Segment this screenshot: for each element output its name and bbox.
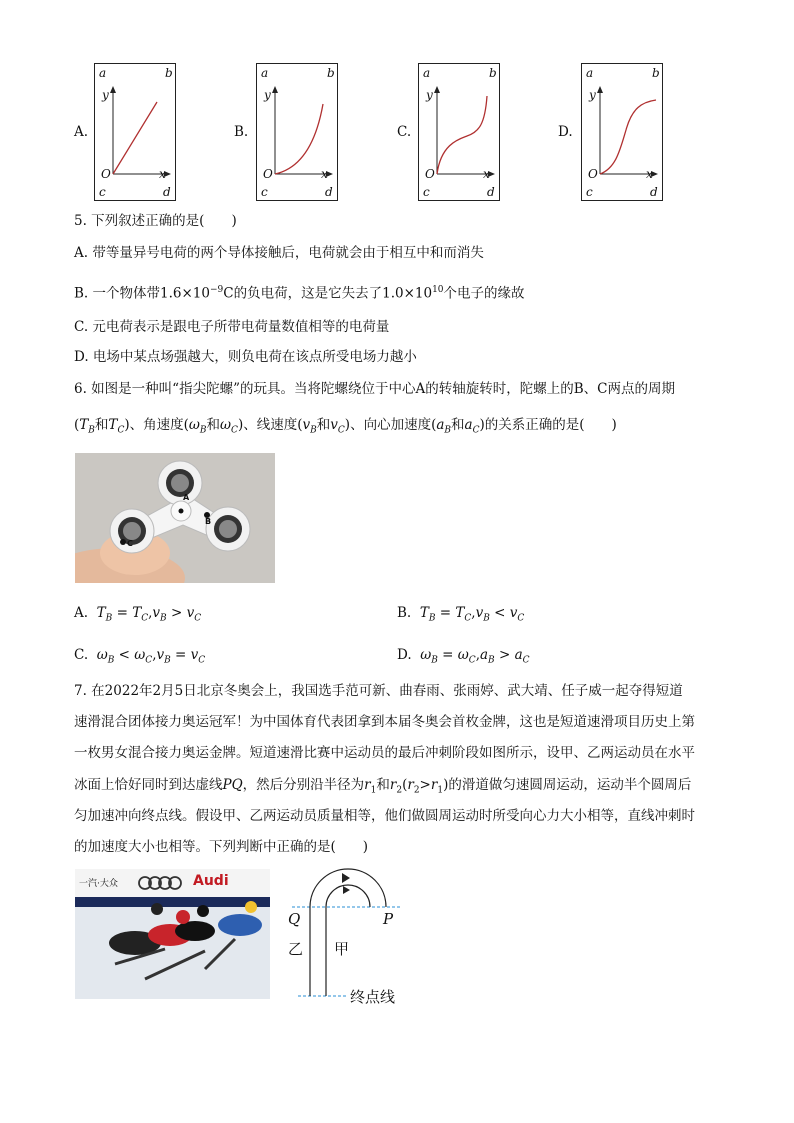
corner-b: b: [165, 66, 173, 80]
q6-option-b-label: B.: [397, 605, 412, 621]
option-label-c: C.: [397, 124, 412, 140]
fidget-spinner-drawing: [75, 453, 275, 583]
corner-c: c: [423, 185, 430, 199]
q6-option-a-label: A.: [74, 605, 89, 621]
corner-a: a: [423, 66, 431, 80]
corner-a: a: [261, 66, 269, 80]
option-label-b: B.: [234, 124, 249, 140]
q6-text-v: 、线速度(: [243, 417, 303, 433]
q6-option-b: B. $T_B = T_C,v_B < v_C$: [397, 605, 525, 624]
q7-line4-post: 的滑道做匀速圆周运动，运动半个圆周后: [448, 777, 692, 793]
graph-b-curve: [275, 104, 323, 174]
label-yi: 乙: [288, 940, 304, 958]
fidget-spinner-photo: [75, 453, 275, 583]
axis-x-label: x: [646, 167, 653, 181]
q7-line5: 匀加速冲向终点线。假设甲、乙两运动员质量相等，他们做圆周运动时所受向心力大小相等，直线冲刺时: [74, 808, 695, 824]
corner-d: d: [650, 185, 658, 199]
label-finish-line: 终点线: [350, 988, 396, 1006]
q5-option-b: [74, 281, 525, 303]
q6-option-c: C. $\omega_B < \omega_C,v_B = v_C$: [74, 647, 206, 666]
corner-b: b: [327, 66, 335, 80]
corner-c: c: [99, 185, 106, 199]
q5-option-d: D. 电场中某点场强越大，则负电荷在该点所受电场力越小: [74, 349, 417, 365]
q5-stem: 5. 下列叙述正确的是( ): [74, 213, 237, 229]
q6-option-d-label: D.: [397, 647, 412, 663]
axis-x-label: x: [159, 167, 166, 181]
spinner-label-a: A: [183, 493, 190, 502]
q6-paren-1: (: [74, 417, 80, 433]
graph-b-plot: [257, 64, 339, 202]
q5-b-num-2: 1.0×10: [382, 285, 433, 302]
q7-line4-mid: ，然后分别沿半径为: [242, 777, 365, 793]
q7-line3: 一枚男女混合接力奥运金牌。短道速滑比赛中运动员的最后冲刺阶段如图所示，设甲、乙两运动员在水平: [74, 745, 695, 761]
q5-b-text-3: 个电子的缘故: [443, 285, 525, 302]
origin-label: O: [425, 167, 435, 181]
q7-line1: 7. 在2022年2月5日北京冬奥会上，我国选手范可新、曲春雨、张雨婷、武大靖、任子威一起夺得短道: [74, 683, 683, 699]
corner-b: b: [652, 66, 660, 80]
graph-a: [94, 63, 176, 201]
q6-text-a: 、向心加速度(: [350, 417, 437, 433]
q5-b-text-2: C的负电荷，这是它失去了: [223, 285, 383, 302]
q5-b-text-1: B. 一个物体带: [74, 285, 161, 302]
graph-a-curve: [113, 102, 157, 174]
q6-text-omega: 、角速度(: [129, 417, 189, 433]
lane-jia-path: [310, 869, 386, 996]
graph-d-curve: [600, 100, 656, 174]
corner-c: c: [586, 185, 593, 199]
axis-x-label: x: [483, 167, 490, 181]
axis-y-label: y: [589, 88, 596, 102]
q6-text-end: 的关系正确的是( ): [484, 417, 617, 433]
q6-option-c-label: C.: [74, 647, 89, 663]
q6-option-a: A. $T_B = T_C,v_B > v_C$: [74, 605, 202, 624]
q7-line4-pre: 冰面上恰好同时到达虚线: [74, 777, 223, 793]
graph-b: [256, 63, 338, 201]
corner-c: c: [261, 185, 268, 199]
axis-y-label: y: [426, 88, 433, 102]
track-diagram-svg: [284, 866, 424, 1006]
q5-b-num-1: 1.6×10: [160, 285, 210, 302]
axis-y-label: y: [102, 88, 109, 102]
graph-a-plot: [95, 64, 177, 202]
corner-d: d: [487, 185, 495, 199]
corner-d: d: [163, 185, 171, 199]
q7-line4: 冰面上恰好同时到达虚线PQ，然后分别沿半径为$r_1$和$r_2(r_2>r_1)$的滑道做匀速圆周运动，运动半个圆周后: [74, 777, 692, 796]
graph-d-plot: [582, 64, 664, 202]
origin-label: O: [101, 167, 111, 181]
option-label-d: D.: [558, 124, 573, 140]
q6-stem-line2: ($T_B$和$T_C$)、角速度($\omega_B$和$\omega_C$)、线速度($v_B$和$v_C$)、向心加速度($a_B$和$a_C$)的关系正确的是( ): [74, 417, 617, 436]
graph-c-plot: [419, 64, 501, 202]
q7-line4-pq: PQ: [222, 777, 243, 793]
q7-line6: 的加速度大小也相等。下列判断中正确的是( ): [74, 839, 369, 855]
arrow-inner: [343, 886, 350, 894]
graph-c: [418, 63, 500, 201]
q7-line2: 速滑混合团体接力奥运冠军！为中国体育代表团拿到本届冬奥会首枚金牌，这也是短道速滑项目历史上第: [74, 714, 695, 730]
origin-label: O: [263, 167, 273, 181]
label-q: Q: [288, 910, 301, 928]
axis-x-label: x: [321, 167, 328, 181]
q5-option-a: A. 带等量异号电荷的两个导体接触后，电荷就会由于相互中和而消失: [74, 245, 484, 261]
corner-b: b: [489, 66, 497, 80]
corner-a: a: [586, 66, 594, 80]
axis-y-label: y: [264, 88, 271, 102]
graph-c-curve: [437, 96, 487, 174]
origin-label: O: [588, 167, 598, 181]
graph-d: [581, 63, 663, 201]
label-p: P: [383, 910, 394, 928]
corner-a: a: [99, 66, 107, 80]
photo-banner-audi: Audi: [193, 873, 229, 889]
short-track-photo: [75, 869, 270, 999]
corner-d: d: [325, 185, 333, 199]
q6-stem-line1: 6. 如图是一种叫“指尖陀螺”的玩具。当将陀螺绕位于中心A的转轴旋转时，陀螺上的B、C两点的周期: [74, 381, 675, 397]
photo-banner-vw: 一汽·大众: [79, 879, 118, 889]
spinner-label-b: B: [205, 517, 212, 526]
track-diagram: [284, 866, 424, 1006]
arrow-outer: [342, 873, 350, 883]
option-label-a: A.: [74, 124, 89, 140]
label-jia: 甲: [334, 940, 350, 958]
q5-b-exp-1: −9: [209, 285, 224, 295]
q5-option-c: C. 元电荷表示是跟电子所带电荷量数值相等的电荷量: [74, 319, 390, 335]
spinner-label-c: C: [127, 539, 133, 548]
q5-b-exp-2: 10: [432, 285, 444, 295]
q6-option-d: D. $\omega_B = \omega_C,a_B > a_C$: [397, 647, 530, 666]
